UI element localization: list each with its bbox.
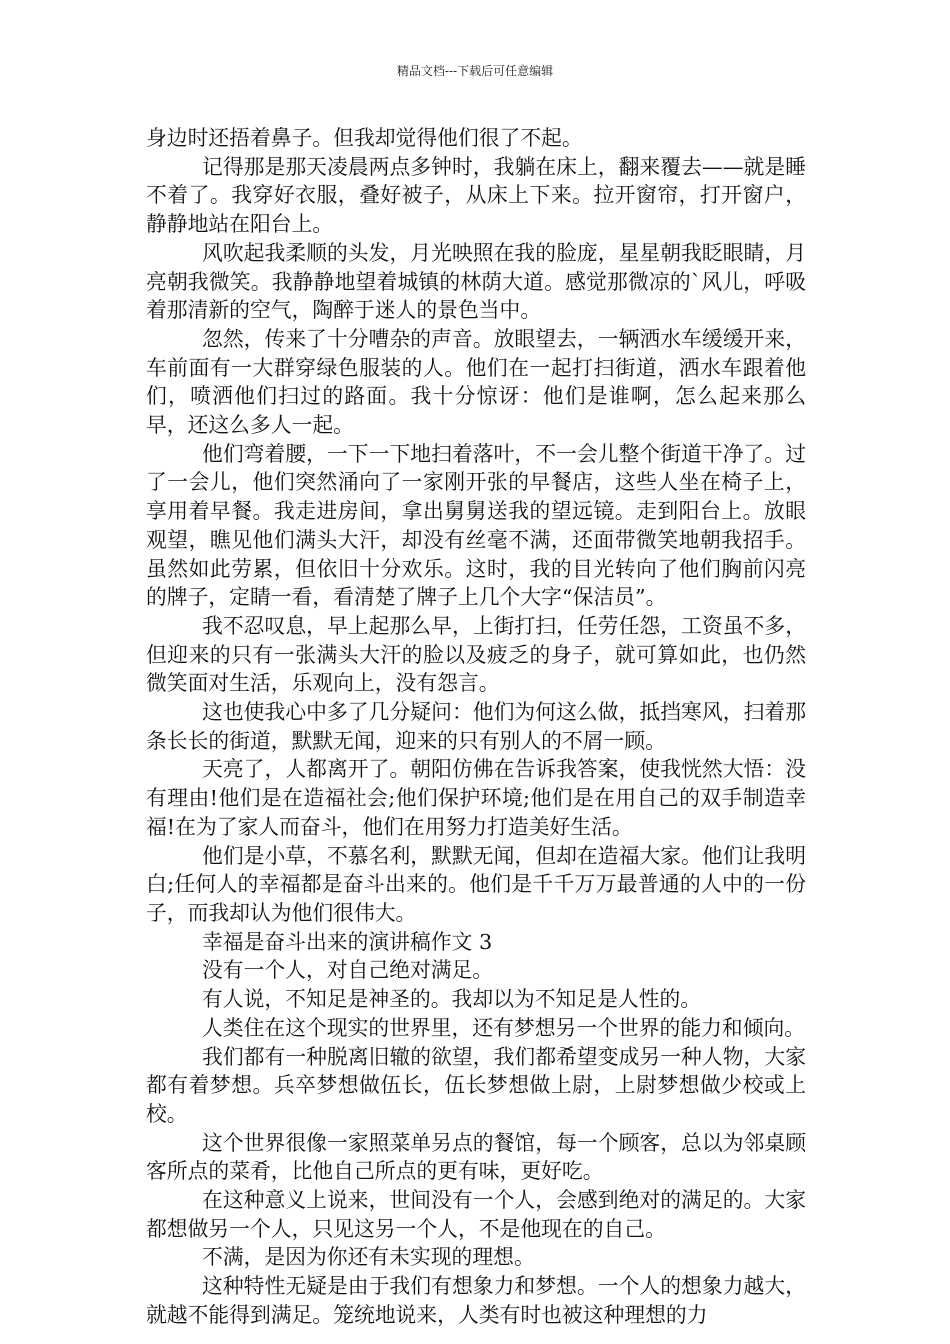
paragraph: 人类住在这个现实的世界里，还有梦想另一个世界的能力和倾向。 [202, 1015, 806, 1040]
paragraph: 记得那是那天凌晨两点多钟时，我躺在床上，翻来覆去——就是睡不着了。我穿好衣服，叠好被子，从床上下来。拉开窗帘，打开窗户，静静地站在阳台上。 [146, 154, 806, 237]
paragraph: 没有一个人，对自己绝对满足。 [202, 958, 494, 983]
paragraph: 有人说，不知足是神圣的。我却以为不知足是人性的。 [202, 987, 702, 1012]
paragraph: 我们都有一种脱离旧辙的欲望，我们都希望变成另一种人物，大家都有着梦想。兵卒梦想做伍长，伍长梦想做上尉，上尉梦想做少校或上校。 [146, 1044, 806, 1126]
paragraph: 这种特性无疑是由于我们有想象力和梦想。一个人的想象力越大，就越不能得到满足。笼统地说来，人类有时也被这种理想的力 [146, 1274, 806, 1327]
paragraph: 风吹起我柔顺的头发，月光映照在我的脸庞，星星朝我眨眼睛，月亮朝我微笑。我静静地望着城镇的林荫大道。感觉那微凉的`风儿，呼吸着那清新的空气，陶醉于迷人的景色当中。 [146, 240, 806, 323]
paragraph: 不满，是因为你还有未实现的理想。 [202, 1245, 535, 1270]
paragraph: 忽然，传来了十分嘈杂的声音。放眼望去，一辆洒水车缓缓开来，车前面有一大群穿绿色服装的人。他们在一起打扫街道，洒水车跟着他们，喷洒他们扫过的路面。我十分惊讶：他们是谁啊，怎么起来那么早，还这么多人一起。 [146, 326, 806, 438]
paragraph: 这个世界很像一家照菜单另点的餐馆，每一个顾客，总以为邻桌顾客所点的菜肴，比他自己所点的更有味，更好吃。 [146, 1130, 806, 1184]
paragraph: 在这种意义上说来，世间没有一个人，会感到绝对的满足的。大家都想做另一个人，只见这另一个人，不是他现在的自己。 [146, 1188, 806, 1241]
paragraph: 我不忍叹息，早上起那么早，上街打扫，任劳任怨，工资虽不多，但迎来的只有一张满头大汗的脸以及疲乏的身子，就可算如此，也仍然微笑面对生活，乐观向上，没有怨言。 [146, 613, 806, 696]
paragraph: 天亮了，人都离开了。朝阳仿佛在告诉我答案，使我恍然大悟：没有理由!他们是在造福社会;他们保护环境;他们是在用自己的双手制造幸福!在为了家人而奋斗，他们在用努力打造美好生活。 [146, 757, 806, 839]
paragraph: 身边时还捂着鼻子。但我却觉得他们很了不起。 [146, 126, 583, 150]
paragraph: 他们是小草，不慕名利，默默无闻，但却在造福大家。他们让我明白;任何人的幸福都是奋斗出来的。他们是千千万万最普通的人中的一份子，而我却认为他们很伟大。 [146, 843, 806, 925]
paragraph: 他们弯着腰，一下一下地扫着落叶，不一会儿整个街道干净了。过了一会儿，他们突然涌向了一家刚开张的早餐店，这些人坐在椅子上，享用着早餐。我走进房间，拿出舅舅送我的望远镜。走到阳台上。放眼观望，瞧见他们满头大汗，却没有丝毫不满，还面带微笑地朝我招手。虽然如此劳累，但依旧十分欢乐。这时，我的目光转向了他们胸前闪亮的牌子，定睛一看，看清楚了牌子上几个大字“保洁员”。 [146, 441, 806, 610]
paragraph: 幸福是奋斗出来的演讲稿作文 3 [202, 929, 493, 954]
paragraph: 这也使我心中多了几分疑问：他们为何这么做，抵挡寒风，扫着那条长长的街道，默默无闻，迎来的只有别人的不屑一顾。 [146, 700, 806, 753]
document-body [146, 124, 806, 1330]
page-header: 精品文档---下载后可任意编辑 [396, 64, 554, 78]
